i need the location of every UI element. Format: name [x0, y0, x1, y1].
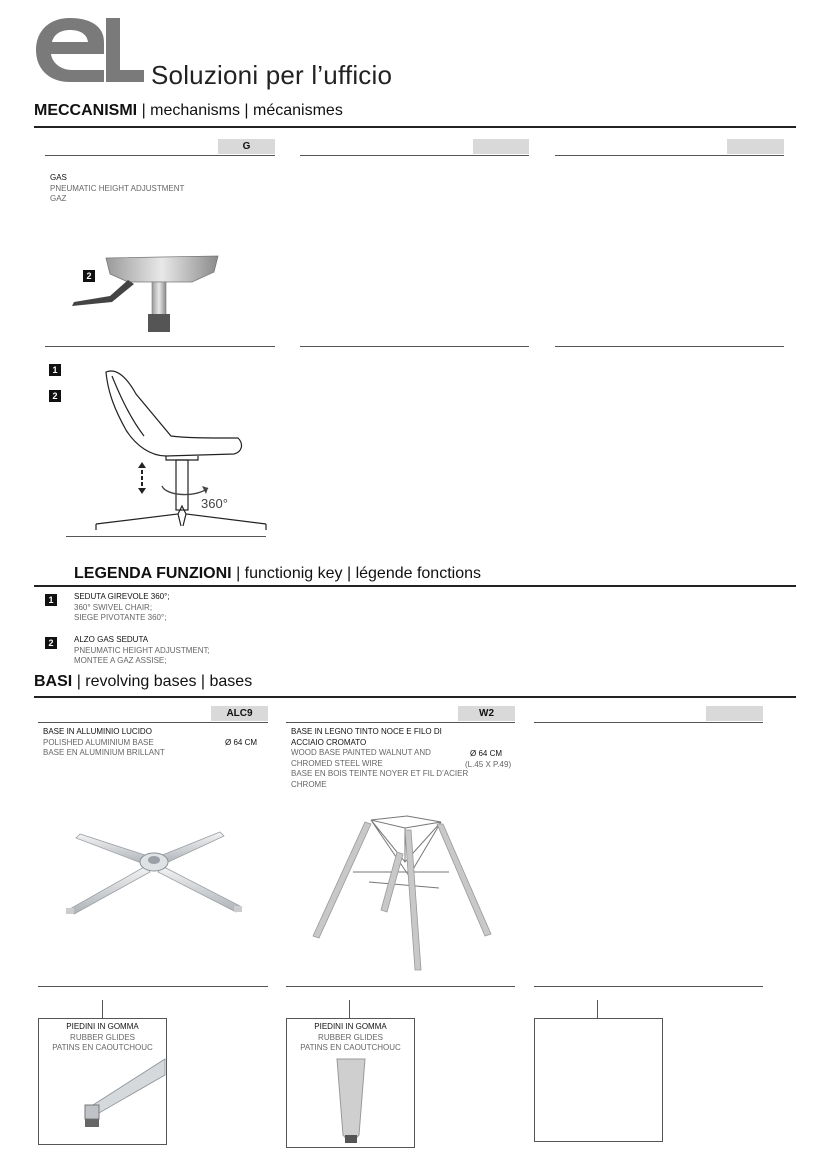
legend-item-swivel [74, 592, 170, 624]
column-divider [555, 155, 784, 156]
legend-line: SIEGE PIVOTANTE 360°; [74, 613, 167, 622]
base-line: WOOD BASE PAINTED WALNUT AND [291, 748, 431, 757]
bases-heading-rest: | revolving bases | bases [76, 673, 253, 690]
badge-2: 2 [83, 270, 95, 282]
legend-title: SEDUTA GIREVOLE 360°; [74, 592, 170, 601]
glide-line: RUBBER GLIDES [318, 1032, 383, 1042]
legend-title: ALZO GAS SEDUTA [74, 635, 149, 644]
glide-image-wood [333, 1059, 369, 1145]
column-divider [534, 722, 763, 723]
glide-title: PIEDINI IN GOMMA [66, 1022, 139, 1031]
column-divider [534, 986, 763, 987]
base-w2-dimension-detail: (L.45 X P.49) [465, 760, 512, 769]
page-title: Soluzioni per l’ufficio [151, 60, 393, 90]
column-divider [286, 722, 515, 723]
legend-badge-2: 2 [45, 637, 57, 649]
legend-heading [74, 565, 481, 583]
column-divider [555, 346, 784, 347]
glide-image-aluminium [73, 1057, 165, 1137]
badge-1: 1 [49, 364, 61, 376]
gas-mechanism-image [68, 252, 228, 334]
mechanism-gas-description [50, 173, 184, 205]
column-divider [38, 722, 268, 723]
base-line: CHROME [291, 779, 327, 789]
chair-function-diagram [66, 366, 271, 538]
mechanisms-heading [34, 102, 343, 120]
connector-line [349, 1000, 350, 1018]
wooden-base-image [309, 812, 494, 974]
mechanisms-heading-bold: MECCANISMI [34, 102, 138, 119]
badge-2: 2 [49, 390, 61, 402]
legend-rule [34, 585, 796, 587]
column-divider [45, 346, 275, 347]
legend-badge-1: 1 [45, 594, 57, 606]
desc-line: PNEUMATIC HEIGHT ADJUSTMENT [50, 183, 185, 193]
rotation-label: 360° [201, 496, 228, 511]
mechanism-tag-empty [473, 139, 529, 154]
base-w2-dimension: Ø 64 CM [470, 749, 503, 758]
glide-box-alc9 [38, 1018, 167, 1145]
column-divider [300, 155, 529, 156]
column-divider [300, 346, 529, 347]
base-tag-empty [706, 706, 763, 721]
base-tag-alc9: ALC9 [211, 706, 268, 721]
diagram-baseline [66, 536, 266, 537]
desc-line: GAZ [50, 194, 67, 203]
bases-heading-bold: BASI [34, 673, 73, 690]
aluminium-base-image [60, 826, 245, 920]
mechanism-tag-g: G [218, 139, 275, 154]
base-title: ACCIAIO CROMATO [291, 737, 367, 747]
bases-rule [34, 696, 796, 698]
column-divider [286, 986, 515, 987]
legend-item-gas [74, 635, 210, 667]
legend-heading-rest: | functionig key | légende fonctions [236, 565, 481, 582]
glide-text [39, 1019, 166, 1054]
base-line: CHROMED STEEL WIRE [291, 758, 383, 768]
column-divider [45, 155, 275, 156]
connector-line [597, 1000, 598, 1018]
mechanisms-rule [34, 126, 796, 128]
base-title: BASE IN ALLUMINIO LUCIDO [43, 727, 152, 736]
glide-box-empty [534, 1018, 663, 1142]
glide-line: RUBBER GLIDES [70, 1032, 135, 1042]
legend-line: PNEUMATIC HEIGHT ADJUSTMENT; [74, 645, 210, 655]
brand-logo [34, 12, 144, 88]
base-alc9-dimension: Ø 64 CM [225, 738, 258, 747]
mechanisms-heading-rest: | mechanisms | mécanismes [141, 102, 343, 119]
bases-heading [34, 673, 252, 691]
desc-line: GAS [50, 173, 67, 182]
base-w2-description [291, 727, 471, 790]
base-line: BASE EN BOIS TEINTE NOYER ET FIL D’ACIER [291, 769, 469, 778]
glide-title: PIEDINI IN GOMMA [314, 1022, 387, 1031]
glide-text [287, 1019, 414, 1054]
legend-line: 360° SWIVEL CHAIR; [74, 602, 153, 612]
mechanism-tag-empty [727, 139, 784, 154]
legend-line: MONTEE A GAZ ASSISE; [74, 656, 167, 665]
base-title: BASE IN LEGNO TINTO NOCE E FILO DI [291, 727, 442, 736]
glide-line: PATINS EN CAOUTCHOUC [300, 1043, 401, 1052]
glide-line: PATINS EN CAOUTCHOUC [52, 1043, 153, 1052]
base-line: POLISHED ALUMINIUM BASE [43, 737, 154, 747]
base-line: BASE EN ALUMINIUM BRILLANT [43, 748, 165, 757]
base-tag-w2: W2 [458, 706, 515, 721]
legend-heading-bold: LEGENDA FUNZIONI [74, 565, 232, 582]
column-divider [38, 986, 268, 987]
glide-box-w2 [286, 1018, 415, 1148]
connector-line [102, 1000, 103, 1018]
